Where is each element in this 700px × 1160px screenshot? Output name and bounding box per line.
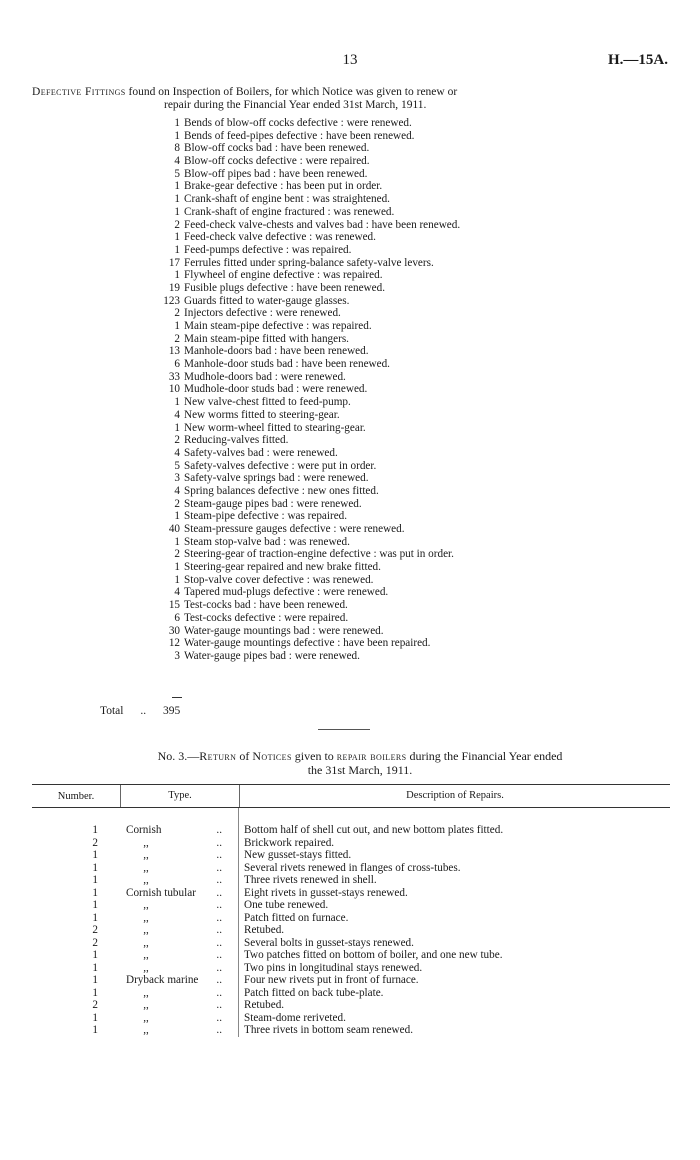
list-item: [150, 422, 670, 435]
item-count: 1: [174, 243, 180, 256]
list-item: [150, 155, 670, 168]
row-number: 2: [92, 999, 98, 1011]
row-dots: ..: [216, 974, 222, 986]
intro-line-1: [32, 86, 652, 99]
item-count: 2: [174, 218, 180, 231]
row-description: Three rivets in bottom seam renewed.: [244, 1024, 413, 1036]
item-description: Steam-gauge pipes bad : were renewed.: [184, 497, 362, 510]
item-description: Tapered mud-plugs defective : were renewed.: [184, 586, 389, 599]
item-count: 19: [168, 281, 180, 294]
item-count: 6: [174, 611, 180, 624]
item-count: 1: [174, 561, 180, 574]
row-number: 2: [92, 924, 98, 936]
item-description: Injectors defective : were renewed.: [184, 307, 341, 320]
list-item: [150, 650, 670, 663]
row-type: [98, 999, 226, 1012]
row-description: Steam-dome reriveted.: [244, 1011, 346, 1024]
item-description: Main steam-pipe defective : was repaired.: [184, 320, 372, 332]
row-type: [98, 837, 226, 850]
item-count: 1: [174, 269, 180, 282]
item-count: 1: [174, 421, 180, 434]
item-description: Steam-pressure gauges defective : were renewed.: [184, 523, 405, 535]
row-number: 1: [92, 849, 98, 861]
list-item: [150, 548, 670, 561]
page-number: 13: [342, 52, 358, 68]
row-type: [98, 874, 226, 887]
row-type: [98, 949, 226, 962]
table-row: [32, 924, 670, 937]
item-description: Flywheel of engine defective : was repaired.: [184, 269, 383, 282]
row-number: 1: [92, 861, 98, 874]
row-description: Three rivets renewed in shell.: [244, 874, 377, 886]
item-description: Blow-off cocks bad : have been renewed.: [184, 142, 370, 155]
row-dots: ..: [216, 949, 222, 961]
row-dots: ..: [216, 899, 222, 911]
list-item: [150, 460, 670, 473]
row-type: [98, 887, 226, 900]
row-number: 1: [92, 986, 98, 999]
item-description: Mudhole-door studs bad : were renewed.: [184, 383, 368, 396]
row-type-text: Cornish: [126, 824, 162, 836]
row-type-text: ,,: [143, 1024, 149, 1036]
row-type-text: ,,: [143, 999, 149, 1011]
row-description: Eight rivets in gusset-stays renewed.: [244, 886, 408, 899]
table-row: [32, 949, 670, 962]
row-description: Retubed.: [244, 999, 285, 1011]
row-number: 1: [92, 886, 98, 899]
list-item: [150, 244, 670, 257]
item-description: Feed-check valve defective : was renewed.: [184, 231, 376, 244]
item-description: Manhole-door studs bad : have been renewed.: [184, 358, 390, 371]
list-item: [150, 574, 670, 587]
list-item: [150, 612, 670, 625]
table-row: [32, 837, 670, 850]
item-description: Test-cocks defective : were repaired.: [184, 611, 349, 624]
list-item: [150, 637, 670, 650]
row-type-text: ,,: [143, 1011, 149, 1024]
item-count: 17: [168, 256, 180, 269]
table-row: [32, 887, 670, 900]
row-description: Brickwork repaired.: [244, 836, 335, 849]
list-item: [150, 447, 670, 460]
list-item: [150, 142, 670, 155]
row-number: 1: [92, 1024, 98, 1036]
row-number: 1: [92, 911, 98, 924]
row-dots: ..: [216, 874, 222, 886]
row-number: 2: [92, 936, 98, 949]
row-type: [98, 824, 226, 837]
row-type: [98, 862, 226, 875]
item-description: Stop-valve cover defective : was renewed.: [184, 573, 374, 586]
list-item: [150, 168, 670, 181]
list-item: [150, 117, 670, 130]
item-description: Ferrules fitted under spring-balance safety-valve levers.: [184, 256, 434, 269]
total-line: [100, 705, 180, 717]
row-type-text: ,,: [143, 874, 149, 886]
table-row: [32, 849, 670, 862]
item-description: Water-gauge mountings bad : were renewed.: [184, 624, 384, 637]
item-description: Manhole-doors bad : have been renewed.: [184, 345, 369, 358]
row-dots: ..: [216, 824, 222, 836]
item-count: 5: [174, 459, 180, 472]
defective-fittings-list: [150, 117, 670, 663]
row-type: [98, 1012, 226, 1025]
return-of: of: [239, 749, 250, 763]
row-type-text: ,,: [143, 849, 149, 861]
item-description: Water-gauge pipes bad : were renewed.: [184, 649, 360, 662]
table-row: [32, 974, 670, 987]
item-count: 33: [168, 370, 180, 383]
item-description: Crank-shaft of engine bent : was straightened.: [184, 193, 390, 206]
list-item: [150, 371, 670, 384]
row-description: Bottom half of shell cut out, and new bottom plates fitted.: [244, 824, 504, 836]
list-item: [150, 358, 670, 371]
item-description: Guards fitted to water-gauge glasses.: [184, 294, 350, 307]
return-number: No. 3.—: [157, 749, 200, 763]
row-type: [98, 987, 226, 1000]
item-description: Feed-check valve-chests and valves bad : have been renewed.: [184, 218, 461, 231]
list-item: [150, 472, 670, 485]
row-dots: ..: [216, 849, 222, 861]
list-item: [150, 599, 670, 612]
table-row: [32, 937, 670, 950]
table-body: [32, 808, 670, 1037]
item-count: 2: [174, 434, 180, 447]
row-number: 1: [92, 899, 98, 911]
item-count: 3: [174, 649, 180, 662]
row-type: [98, 924, 226, 937]
list-item: [150, 193, 670, 206]
item-count: 15: [168, 599, 180, 612]
table-row: [32, 1024, 670, 1037]
item-count: 4: [174, 446, 180, 459]
return-during: during the Financial Year ended: [409, 749, 563, 763]
list-item: [150, 257, 670, 270]
row-type-text: ,,: [143, 899, 149, 911]
item-count: 1: [174, 320, 180, 332]
list-item: [150, 498, 670, 511]
row-number: 1: [92, 949, 98, 961]
defective-fittings-intro: [32, 86, 652, 112]
list-item: [150, 206, 670, 219]
item-description: Test-cocks bad : have been renewed.: [184, 599, 348, 612]
item-count: 1: [174, 231, 180, 244]
sum-rule: [172, 697, 182, 698]
item-count: 4: [174, 155, 180, 168]
row-type-text: Dryback marine: [126, 974, 199, 986]
list-item: [150, 130, 670, 143]
row-dots: ..: [216, 1024, 222, 1036]
item-description: New worm-wheel fitted to stearing-gear.: [184, 421, 366, 434]
row-type-text: ,,: [143, 986, 149, 999]
item-description: Fusible plugs defective : have been renewed.: [184, 281, 385, 294]
item-count: 2: [174, 548, 180, 561]
item-description: Steering-gear repaired and new brake fitted.: [184, 561, 381, 574]
item-count: 10: [168, 383, 180, 396]
item-description: Crank-shaft of engine fractured : was renewed.: [184, 205, 395, 218]
item-count: 13: [168, 345, 180, 358]
row-dots: ..: [216, 1011, 222, 1024]
list-item: [150, 282, 670, 295]
column-header-type: Type.: [120, 785, 239, 807]
item-description: Steam-pipe defective : was repaired.: [184, 510, 348, 523]
table-row: [32, 899, 670, 912]
row-number: 1: [92, 824, 98, 836]
row-type: [98, 937, 226, 950]
row-dots: ..: [216, 836, 222, 849]
row-number: 2: [92, 836, 98, 849]
item-count: 4: [174, 408, 180, 421]
list-item: [150, 434, 670, 447]
row-dots: ..: [216, 986, 222, 999]
item-count: 2: [174, 497, 180, 510]
item-count: 40: [168, 523, 180, 535]
row-description: Several rivets renewed in flanges of cross-tubes.: [244, 861, 461, 874]
section-separator: [318, 729, 370, 730]
repairs-table: [32, 784, 670, 1037]
item-description: Bends of blow-off cocks defective : were renewed.: [184, 117, 412, 129]
item-count: 1: [174, 129, 180, 142]
item-count: 12: [168, 637, 180, 650]
item-count: 1: [174, 396, 180, 409]
total-dots: ..: [140, 705, 147, 717]
return-notices: Notices: [252, 749, 292, 763]
table-row: [32, 912, 670, 925]
list-item: [150, 307, 670, 320]
item-description: Safety-valves defective : were put in order.: [184, 459, 377, 472]
row-type: [98, 912, 226, 925]
list-item: [150, 320, 670, 333]
intro-line-2: repair during the Financial Year ended 31st March, 1911.: [164, 99, 427, 111]
item-count: 3: [174, 472, 180, 485]
item-description: New worms fitted to steering-gear.: [184, 408, 340, 421]
row-type: [98, 849, 226, 862]
item-count: 4: [174, 484, 180, 497]
row-type-text: ,,: [143, 924, 149, 936]
row-dots: ..: [216, 961, 222, 974]
row-number: 1: [92, 974, 98, 986]
row-description: Several bolts in gusset-stays renewed.: [244, 936, 414, 949]
column-header-number: Number.: [57, 790, 95, 802]
list-item: [150, 510, 670, 523]
return-given-to: given to: [294, 749, 334, 763]
table-header: [32, 785, 670, 807]
list-item: [150, 586, 670, 599]
list-item: [150, 180, 670, 193]
list-item: [150, 523, 670, 536]
row-dots: ..: [216, 924, 222, 936]
row-type-text: ,,: [143, 949, 149, 961]
row-type: [98, 974, 226, 987]
list-item: [150, 536, 670, 549]
list-item: [150, 269, 670, 282]
item-description: Steam stop-valve bad : was renewed.: [184, 535, 350, 548]
row-type: [98, 1024, 226, 1037]
table-row: [32, 862, 670, 875]
row-description: Patch fitted on furnace.: [244, 911, 349, 924]
item-description: Feed-pumps defective : was repaired.: [184, 243, 352, 256]
row-type-text: ,,: [143, 836, 149, 849]
item-count: 1: [174, 510, 180, 523]
list-item: [150, 625, 670, 638]
list-item: [150, 561, 670, 574]
row-description: Two patches fitted on bottom of boiler, and one new tube.: [244, 949, 503, 961]
row-dots: ..: [216, 936, 222, 949]
row-description: New gusset-stays fitted.: [244, 849, 352, 861]
row-type-text: ,,: [143, 911, 149, 924]
table-row: [32, 962, 670, 975]
item-description: Water-gauge mountings defective : have been repaired.: [184, 637, 431, 650]
section-title: Defective Fittings: [32, 86, 126, 98]
item-count: 8: [174, 142, 180, 155]
return-title-line-1: [40, 749, 680, 763]
item-count: 4: [174, 586, 180, 599]
table-column-divider: [238, 808, 239, 1037]
item-count: 1: [174, 205, 180, 218]
list-item: [150, 383, 670, 396]
item-description: Reducing-valves fitted.: [184, 434, 289, 447]
item-count: 2: [174, 332, 180, 345]
item-count: 1: [174, 117, 180, 129]
row-description: Retubed.: [244, 924, 285, 936]
intro-text-1: found on Inspection of Boilers, for which Notice was given to renew or: [128, 86, 458, 98]
item-count: 123: [163, 294, 180, 307]
item-count: 5: [174, 167, 180, 180]
row-dots: ..: [216, 911, 222, 924]
item-description: New valve-chest fitted to feed-pump.: [184, 396, 351, 409]
table-row: [32, 999, 670, 1012]
row-type: [98, 962, 226, 975]
item-count: 6: [174, 358, 180, 371]
list-item: [150, 231, 670, 244]
list-item: [150, 345, 670, 358]
item-count: 30: [168, 624, 180, 637]
item-description: Safety-valves bad : were renewed.: [184, 446, 338, 459]
row-type-text: ,,: [143, 936, 149, 949]
return-title: [40, 749, 680, 777]
item-count: 1: [174, 193, 180, 206]
total-value: 395: [162, 705, 181, 717]
list-item: [150, 219, 670, 232]
list-item: [150, 485, 670, 498]
table-row: [32, 1012, 670, 1025]
row-description: One tube renewed.: [244, 899, 329, 911]
item-description: Spring balances defective : new ones fitted.: [184, 484, 379, 497]
table-row: [32, 874, 670, 887]
item-description: Mudhole-doors bad : were renewed.: [184, 370, 346, 383]
row-number: 1: [92, 961, 98, 974]
row-dots: ..: [216, 861, 222, 874]
return-word: Return: [199, 749, 237, 763]
row-dots: ..: [216, 999, 222, 1011]
item-count: 2: [174, 307, 180, 320]
list-item: [150, 409, 670, 422]
row-dots: ..: [216, 886, 222, 899]
list-item: [150, 396, 670, 409]
row-type-text: Cornish tubular: [126, 886, 196, 899]
item-description: Blow-off pipes bad : have been renewed.: [184, 167, 368, 180]
table-row: [32, 824, 670, 837]
document-reference: H.—15A.: [608, 52, 668, 68]
list-item: [150, 295, 670, 308]
row-description: Four new rivets put in front of furnace.: [244, 974, 419, 986]
item-description: Bends of feed-pipes defective : have been renewed.: [184, 129, 415, 142]
row-description: Two pins in longitudinal stays renewed.: [244, 961, 423, 974]
item-count: 1: [174, 180, 180, 193]
row-type-text: ,,: [143, 861, 149, 874]
return-repair-boilers: repair boilers: [336, 749, 407, 763]
list-item: [150, 333, 670, 346]
item-description: Main steam-pipe fitted with hangers.: [184, 332, 349, 345]
row-description: Patch fitted on back tube-plate.: [244, 986, 384, 999]
row-type: [98, 899, 226, 912]
total-label: Total: [100, 705, 124, 717]
row-number: 1: [92, 1011, 98, 1024]
item-count: 1: [174, 535, 180, 548]
column-header-description: Description of Repairs.: [239, 785, 670, 807]
row-number: 1: [92, 874, 98, 886]
item-description: Brake-gear defective : has been put in order.: [184, 180, 383, 193]
item-count: 1: [174, 573, 180, 586]
item-description: Safety-valve springs bad : were renewed.: [184, 472, 369, 485]
item-description: Blow-off cocks defective : were repaired.: [184, 155, 370, 168]
table-row: [32, 987, 670, 1000]
row-type-text: ,,: [143, 961, 149, 974]
return-title-line-2: the 31st March, 1911.: [307, 763, 413, 777]
item-description: Steering-gear of traction-engine defective : was put in order.: [184, 548, 454, 561]
